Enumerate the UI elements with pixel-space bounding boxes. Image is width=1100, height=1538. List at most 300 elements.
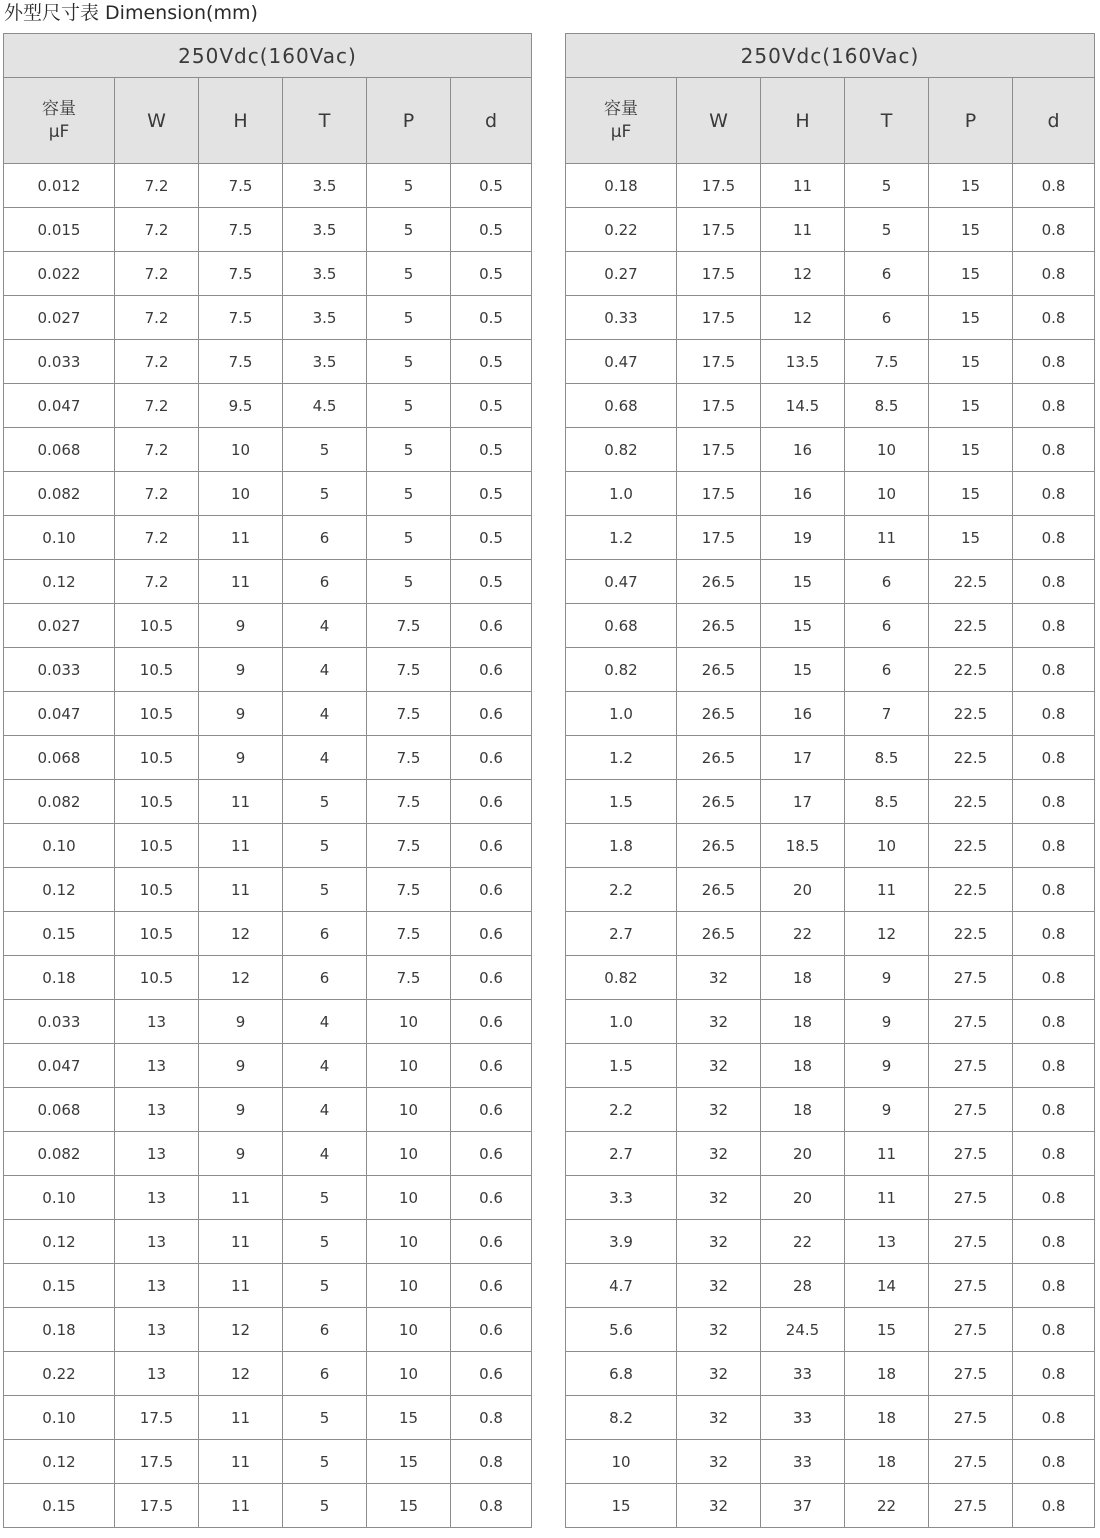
cell-d: 0.5 — [451, 384, 532, 428]
cell-d: 0.6 — [451, 780, 532, 824]
cell-d: 0.5 — [451, 164, 532, 208]
column-header-t: T — [845, 78, 929, 164]
cell-p: 5 — [367, 340, 451, 384]
cell-h: 12 — [199, 912, 283, 956]
cell-w: 10.5 — [115, 868, 199, 912]
cell-capacitance: 0.12 — [4, 1440, 115, 1484]
cell-h: 12 — [199, 1352, 283, 1396]
cell-capacitance: 6.8 — [566, 1352, 677, 1396]
cell-capacitance: 0.10 — [4, 824, 115, 868]
table-row — [566, 1440, 1095, 1484]
cell-d: 0.5 — [451, 208, 532, 252]
cell-w: 13 — [115, 1308, 199, 1352]
cell-p: 27.5 — [929, 1308, 1013, 1352]
cell-h: 11 — [761, 164, 845, 208]
cell-p: 10 — [367, 1000, 451, 1044]
table-row — [4, 1308, 532, 1352]
cell-p: 7.5 — [367, 648, 451, 692]
cell-d: 0.8 — [1013, 1352, 1095, 1396]
cell-h: 11 — [761, 208, 845, 252]
cell-capacitance: 0.10 — [4, 1396, 115, 1440]
cell-p: 22.5 — [929, 604, 1013, 648]
cell-p: 7.5 — [367, 736, 451, 780]
cell-w: 13 — [115, 1000, 199, 1044]
cell-w: 10.5 — [115, 648, 199, 692]
table-row — [4, 340, 532, 384]
cell-d: 0.6 — [451, 1352, 532, 1396]
cell-h: 11 — [199, 1440, 283, 1484]
cell-p: 5 — [367, 472, 451, 516]
cell-h: 11 — [199, 560, 283, 604]
column-header-h: H — [761, 78, 845, 164]
cell-h: 22 — [761, 1220, 845, 1264]
table-row — [566, 164, 1095, 208]
cell-capacitance: 1.2 — [566, 736, 677, 780]
table-row — [4, 692, 532, 736]
cell-p: 7.5 — [367, 912, 451, 956]
column-header-h: H — [199, 78, 283, 164]
cell-t: 6 — [283, 912, 367, 956]
table-row — [566, 604, 1095, 648]
cell-p: 22.5 — [929, 648, 1013, 692]
cell-w: 26.5 — [677, 692, 761, 736]
cell-t: 6 — [845, 296, 929, 340]
cell-w: 7.2 — [115, 428, 199, 472]
cell-p: 15 — [929, 296, 1013, 340]
cell-w: 7.2 — [115, 560, 199, 604]
cell-h: 11 — [199, 868, 283, 912]
cell-w: 7.2 — [115, 164, 199, 208]
cell-t: 6 — [283, 1308, 367, 1352]
cell-h: 12 — [761, 296, 845, 340]
cell-p: 22.5 — [929, 824, 1013, 868]
cell-p: 27.5 — [929, 956, 1013, 1000]
cell-h: 22 — [761, 912, 845, 956]
cell-w: 26.5 — [677, 868, 761, 912]
cell-capacitance: 0.82 — [566, 428, 677, 472]
cell-h: 7.5 — [199, 340, 283, 384]
cell-h: 18.5 — [761, 824, 845, 868]
cell-t: 3.5 — [283, 252, 367, 296]
cell-h: 9 — [199, 604, 283, 648]
cell-t: 14 — [845, 1264, 929, 1308]
cell-capacitance: 0.27 — [566, 252, 677, 296]
cell-capacitance: 0.12 — [4, 560, 115, 604]
cell-d: 0.5 — [451, 340, 532, 384]
cell-t: 9 — [845, 1088, 929, 1132]
cell-t: 5 — [283, 1264, 367, 1308]
cell-p: 22.5 — [929, 780, 1013, 824]
cell-capacitance: 1.8 — [566, 824, 677, 868]
cell-capacitance: 0.15 — [4, 1264, 115, 1308]
cell-d: 0.6 — [451, 1044, 532, 1088]
cell-t: 13 — [845, 1220, 929, 1264]
cell-t: 11 — [845, 1176, 929, 1220]
cell-h: 19 — [761, 516, 845, 560]
cell-h: 18 — [761, 956, 845, 1000]
cell-w: 17.5 — [677, 428, 761, 472]
cell-h: 11 — [199, 1396, 283, 1440]
cell-capacitance: 0.18 — [566, 164, 677, 208]
cell-capacitance: 0.047 — [4, 692, 115, 736]
cell-w: 26.5 — [677, 912, 761, 956]
cell-d: 0.6 — [451, 824, 532, 868]
cell-w: 17.5 — [677, 164, 761, 208]
cell-t: 12 — [845, 912, 929, 956]
table-row — [4, 736, 532, 780]
cell-t: 3.5 — [283, 208, 367, 252]
cell-h: 15 — [761, 604, 845, 648]
cell-d: 0.8 — [1013, 1132, 1095, 1176]
cell-w: 13 — [115, 1176, 199, 1220]
cell-capacitance: 1.2 — [566, 516, 677, 560]
cell-w: 13 — [115, 1132, 199, 1176]
cell-p: 10 — [367, 1352, 451, 1396]
cell-t: 5 — [283, 1440, 367, 1484]
cell-capacitance: 0.082 — [4, 1132, 115, 1176]
cell-p: 5 — [367, 384, 451, 428]
cell-w: 32 — [677, 1000, 761, 1044]
table-row — [566, 1484, 1095, 1528]
cell-p: 10 — [367, 1308, 451, 1352]
cell-w: 32 — [677, 1176, 761, 1220]
cell-capacitance: 0.047 — [4, 1044, 115, 1088]
cell-t: 3.5 — [283, 340, 367, 384]
table-row — [566, 296, 1095, 340]
cell-h: 12 — [199, 1308, 283, 1352]
cell-w: 17.5 — [677, 208, 761, 252]
cell-p: 27.5 — [929, 1044, 1013, 1088]
page-title: 外型尺寸表 Dimension(mm) — [4, 2, 258, 24]
cell-w: 17.5 — [115, 1440, 199, 1484]
cell-p: 10 — [367, 1044, 451, 1088]
cell-capacitance: 0.12 — [4, 1220, 115, 1264]
cell-h: 10 — [199, 472, 283, 516]
cell-w: 26.5 — [677, 604, 761, 648]
cell-d: 0.8 — [1013, 956, 1095, 1000]
cell-d: 0.5 — [451, 252, 532, 296]
cell-t: 7.5 — [845, 340, 929, 384]
cell-h: 10 — [199, 428, 283, 472]
cell-d: 0.8 — [1013, 604, 1095, 648]
cell-d: 0.6 — [451, 868, 532, 912]
header-capacitance-unit: μF — [610, 121, 632, 142]
table-row — [566, 208, 1095, 252]
cell-p: 15 — [929, 516, 1013, 560]
cell-t: 6 — [845, 648, 929, 692]
table-row — [4, 252, 532, 296]
cell-capacitance: 1.0 — [566, 1000, 677, 1044]
cell-w: 32 — [677, 1220, 761, 1264]
cell-h: 33 — [761, 1396, 845, 1440]
cell-d: 0.5 — [451, 472, 532, 516]
cell-p: 22.5 — [929, 560, 1013, 604]
cell-h: 14.5 — [761, 384, 845, 428]
cell-t: 18 — [845, 1352, 929, 1396]
cell-p: 15 — [929, 252, 1013, 296]
cell-h: 18 — [761, 1044, 845, 1088]
cell-d: 0.8 — [1013, 1220, 1095, 1264]
cell-h: 20 — [761, 1132, 845, 1176]
cell-t: 4 — [283, 604, 367, 648]
cell-w: 13 — [115, 1264, 199, 1308]
cell-d: 0.6 — [451, 648, 532, 692]
table-row — [566, 252, 1095, 296]
cell-p: 10 — [367, 1088, 451, 1132]
table-row — [566, 692, 1095, 736]
cell-t: 9 — [845, 1044, 929, 1088]
cell-p: 7.5 — [367, 604, 451, 648]
cell-capacitance: 0.68 — [566, 384, 677, 428]
cell-t: 5 — [283, 1176, 367, 1220]
table-row — [566, 516, 1095, 560]
cell-d: 0.8 — [1013, 1264, 1095, 1308]
table-row — [566, 1220, 1095, 1264]
cell-d: 0.8 — [1013, 340, 1095, 384]
cell-h: 12 — [761, 252, 845, 296]
table-row — [4, 604, 532, 648]
cell-d: 0.8 — [1013, 252, 1095, 296]
cell-w: 10.5 — [115, 604, 199, 648]
table-row — [566, 1264, 1095, 1308]
cell-w: 17.5 — [677, 384, 761, 428]
cell-capacitance: 1.5 — [566, 780, 677, 824]
cell-t: 3.5 — [283, 296, 367, 340]
cell-capacitance: 0.15 — [4, 1484, 115, 1528]
table-row — [566, 780, 1095, 824]
cell-capacitance: 1.0 — [566, 472, 677, 516]
table-row — [566, 1396, 1095, 1440]
table-row — [566, 340, 1095, 384]
table-row — [4, 208, 532, 252]
cell-t: 6 — [283, 560, 367, 604]
cell-capacitance: 0.15 — [4, 912, 115, 956]
cell-p: 27.5 — [929, 1132, 1013, 1176]
cell-t: 11 — [845, 868, 929, 912]
cell-h: 9 — [199, 1132, 283, 1176]
cell-p: 5 — [367, 296, 451, 340]
cell-h: 9 — [199, 692, 283, 736]
cell-t: 6 — [283, 956, 367, 1000]
table-row — [4, 560, 532, 604]
cell-p: 27.5 — [929, 1176, 1013, 1220]
cell-p: 10 — [367, 1132, 451, 1176]
cell-h: 11 — [199, 824, 283, 868]
cell-h: 13.5 — [761, 340, 845, 384]
cell-t: 5 — [283, 1484, 367, 1528]
cell-t: 15 — [845, 1308, 929, 1352]
cell-w: 32 — [677, 1484, 761, 1528]
cell-d: 0.6 — [451, 1176, 532, 1220]
cell-capacitance: 2.7 — [566, 1132, 677, 1176]
cell-p: 5 — [367, 252, 451, 296]
cell-d: 0.8 — [1013, 868, 1095, 912]
cell-h: 7.5 — [199, 208, 283, 252]
cell-w: 26.5 — [677, 824, 761, 868]
cell-w: 32 — [677, 956, 761, 1000]
cell-d: 0.6 — [451, 1220, 532, 1264]
table-row — [4, 1440, 532, 1484]
cell-w: 7.2 — [115, 252, 199, 296]
cell-p: 5 — [367, 516, 451, 560]
table-row — [4, 912, 532, 956]
cell-w: 10.5 — [115, 824, 199, 868]
cell-p: 27.5 — [929, 1352, 1013, 1396]
cell-d: 0.8 — [1013, 296, 1095, 340]
cell-capacitance: 0.047 — [4, 384, 115, 428]
cell-capacitance: 5.6 — [566, 1308, 677, 1352]
cell-t: 5 — [845, 164, 929, 208]
cell-capacitance: 3.3 — [566, 1176, 677, 1220]
cell-t: 5 — [283, 428, 367, 472]
table-row — [566, 384, 1095, 428]
cell-p: 15 — [367, 1440, 451, 1484]
cell-p: 7.5 — [367, 956, 451, 1000]
cell-t: 4 — [283, 1088, 367, 1132]
cell-w: 7.2 — [115, 208, 199, 252]
table-row — [4, 384, 532, 428]
cell-h: 7.5 — [199, 164, 283, 208]
cell-h: 17 — [761, 780, 845, 824]
cell-t: 3.5 — [283, 164, 367, 208]
cell-t: 6 — [283, 516, 367, 560]
cell-d: 0.8 — [1013, 1440, 1095, 1484]
cell-w: 13 — [115, 1352, 199, 1396]
table-row — [4, 1044, 532, 1088]
cell-t: 11 — [845, 1132, 929, 1176]
cell-capacitance: 0.82 — [566, 956, 677, 1000]
cell-d: 0.6 — [451, 1000, 532, 1044]
cell-t: 5 — [845, 208, 929, 252]
cell-w: 10.5 — [115, 956, 199, 1000]
cell-h: 11 — [199, 1484, 283, 1528]
cell-w: 7.2 — [115, 384, 199, 428]
cell-capacitance: 0.068 — [4, 428, 115, 472]
cell-p: 5 — [367, 560, 451, 604]
cell-capacitance: 0.10 — [4, 1176, 115, 1220]
cell-d: 0.6 — [451, 1308, 532, 1352]
column-header-p: P — [929, 78, 1013, 164]
cell-capacitance: 0.18 — [4, 1308, 115, 1352]
table-row — [4, 1132, 532, 1176]
column-header-capacitance — [566, 78, 677, 164]
cell-p: 27.5 — [929, 1440, 1013, 1484]
cell-h: 16 — [761, 692, 845, 736]
cell-w: 17.5 — [115, 1484, 199, 1528]
cell-capacitance: 0.68 — [566, 604, 677, 648]
cell-d: 0.8 — [1013, 692, 1095, 736]
table-body — [566, 164, 1095, 1528]
cell-capacitance: 1.5 — [566, 1044, 677, 1088]
cell-w: 7.2 — [115, 472, 199, 516]
dimension-table-left — [3, 33, 532, 1528]
cell-capacitance: 0.47 — [566, 560, 677, 604]
cell-w: 13 — [115, 1044, 199, 1088]
cell-capacitance: 3.9 — [566, 1220, 677, 1264]
cell-capacitance: 0.33 — [566, 296, 677, 340]
cell-t: 4 — [283, 648, 367, 692]
cell-w: 7.2 — [115, 516, 199, 560]
cell-p: 7.5 — [367, 824, 451, 868]
cell-w: 10.5 — [115, 912, 199, 956]
cell-d: 0.8 — [1013, 1484, 1095, 1528]
cell-capacitance: 2.7 — [566, 912, 677, 956]
cell-d: 0.6 — [451, 604, 532, 648]
table-row — [4, 1176, 532, 1220]
cell-capacitance: 0.47 — [566, 340, 677, 384]
cell-p: 7.5 — [367, 692, 451, 736]
cell-p: 7.5 — [367, 780, 451, 824]
column-header-w: W — [677, 78, 761, 164]
cell-w: 10.5 — [115, 736, 199, 780]
cell-p: 15 — [929, 472, 1013, 516]
cell-w: 32 — [677, 1308, 761, 1352]
table-row — [566, 560, 1095, 604]
cell-t: 4 — [283, 1044, 367, 1088]
cell-capacitance: 1.0 — [566, 692, 677, 736]
table-row — [4, 1000, 532, 1044]
cell-d: 0.8 — [1013, 516, 1095, 560]
cell-h: 20 — [761, 1176, 845, 1220]
cell-d: 0.6 — [451, 692, 532, 736]
cell-t: 8.5 — [845, 736, 929, 780]
cell-capacitance: 0.033 — [4, 340, 115, 384]
cell-d: 0.6 — [451, 1264, 532, 1308]
cell-p: 15 — [929, 340, 1013, 384]
cell-t: 9 — [845, 956, 929, 1000]
cell-t: 6 — [845, 560, 929, 604]
cell-capacitance: 15 — [566, 1484, 677, 1528]
cell-h: 12 — [199, 956, 283, 1000]
cell-d: 0.5 — [451, 560, 532, 604]
table-row — [566, 1308, 1095, 1352]
table-row — [4, 428, 532, 472]
cell-p: 7.5 — [367, 868, 451, 912]
cell-d: 0.8 — [1013, 1396, 1095, 1440]
cell-w: 10.5 — [115, 692, 199, 736]
cell-h: 16 — [761, 428, 845, 472]
cell-p: 22.5 — [929, 736, 1013, 780]
cell-p: 27.5 — [929, 1484, 1013, 1528]
cell-w: 26.5 — [677, 560, 761, 604]
cell-d: 0.8 — [1013, 1000, 1095, 1044]
cell-h: 11 — [199, 780, 283, 824]
cell-p: 5 — [367, 164, 451, 208]
cell-h: 9.5 — [199, 384, 283, 428]
cell-capacitance: 0.82 — [566, 648, 677, 692]
cell-h: 16 — [761, 472, 845, 516]
cell-t: 5 — [283, 780, 367, 824]
table-row — [566, 868, 1095, 912]
cell-t: 5 — [283, 824, 367, 868]
cell-d: 0.6 — [451, 1088, 532, 1132]
cell-capacitance: 0.068 — [4, 736, 115, 780]
table-row — [4, 1352, 532, 1396]
cell-d: 0.8 — [1013, 912, 1095, 956]
cell-p: 22.5 — [929, 912, 1013, 956]
table-row — [566, 1352, 1095, 1396]
table-row — [4, 516, 532, 560]
table-row — [4, 956, 532, 1000]
cell-t: 8.5 — [845, 384, 929, 428]
cell-d: 0.8 — [1013, 824, 1095, 868]
cell-t: 6 — [845, 604, 929, 648]
table-row — [4, 1220, 532, 1264]
table-row — [4, 868, 532, 912]
cell-capacitance: 2.2 — [566, 868, 677, 912]
cell-p: 27.5 — [929, 1220, 1013, 1264]
cell-h: 11 — [199, 1176, 283, 1220]
